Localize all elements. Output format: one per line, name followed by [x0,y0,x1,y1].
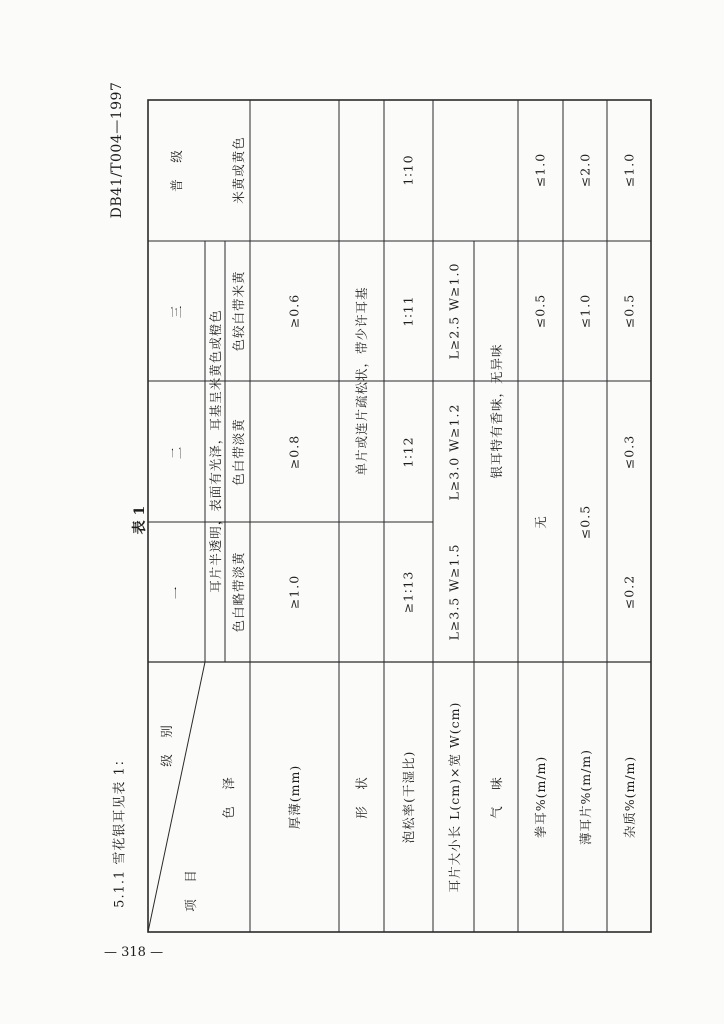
grade-header-2: 二 [169,444,184,460]
soak-grade-3: 1∶11 [400,295,416,327]
standard-code: DB41/T004—1997 [109,81,125,219]
curled-grade-3: ≤0.5 [532,293,548,329]
soak-grade-4: 1∶10 [400,154,416,186]
row-label-size: 耳片大小长 L(cm)×宽 W(cm) [447,701,462,893]
smell-all-grades: 银耳特有香味，无异味 [489,343,504,479]
color-grade-1: 色白略带淡黄 [231,551,246,633]
curled-grade-4: ≤1.0 [532,152,548,188]
row-label-thin: 薄耳片%(m/m) [578,748,593,846]
thin-grade-4: ≤2.0 [577,152,593,188]
thickness-grade-2: ≥0.8 [286,434,302,470]
curled-grade-1: 无 [533,515,548,529]
thickness-grade-3: ≥0.6 [286,293,302,329]
impurity-grade-2: ≤0.3 [621,434,637,470]
soak-grade-2: 1∶12 [400,436,416,468]
soak-grade-1: ≥1∶13 [400,570,416,614]
impurity-grade-1: ≤0.2 [621,574,637,610]
thin-grade-1-2: ≤0.5 [577,504,593,540]
row-label-color: 色 泽 [221,775,236,819]
thickness-grade-1: ≥1.0 [286,574,302,610]
impurity-grade-4: ≤1.0 [621,152,637,188]
grade-header-1: 一 [169,584,184,600]
row-label-shape: 形 状 [354,775,369,819]
row-label-soak: 泡松率(干湿比) [401,750,416,844]
thin-grade-3: ≤1.0 [577,293,593,329]
row-label-impurity: 杂质%(m/m) [622,755,637,839]
size-grade-3: L≥2.5 W≥1.0 [446,262,462,360]
corner-item-label: 项 目 [183,868,198,912]
grade-header-4: 普 级 [169,148,184,192]
shape-grades-1-3: 单片或连片疏松状，带少许耳基 [354,286,369,476]
section-title: 5.1.1 雪花银耳见表 1： [112,752,128,908]
size-grade-1: L≥3.5 W≥1.5 [446,543,462,641]
corner-grade-label: 级 别 [159,723,174,767]
color-grade-3: 色较白带米黄 [231,270,246,352]
row-label-curled: 拳耳%(m/m) [533,755,548,839]
grade-header-3: 三 [169,303,184,319]
page-number: — 318 — [104,945,164,960]
color-grade-4: 米黄或黄色 [231,136,246,204]
size-grade-2: L≥3.0 W≥1.2 [446,403,462,501]
table-caption: 表 1 [132,505,148,535]
row-label-thickness: 厚薄(mm) [287,764,302,830]
impurity-grade-3: ≤0.5 [621,293,637,329]
color-grade-2: 色白带淡黄 [231,418,246,486]
color-common-desc: 耳片半透明，表面有光泽，耳基呈米黄色或橙色 [208,309,223,593]
row-label-smell: 气 味 [489,775,504,819]
